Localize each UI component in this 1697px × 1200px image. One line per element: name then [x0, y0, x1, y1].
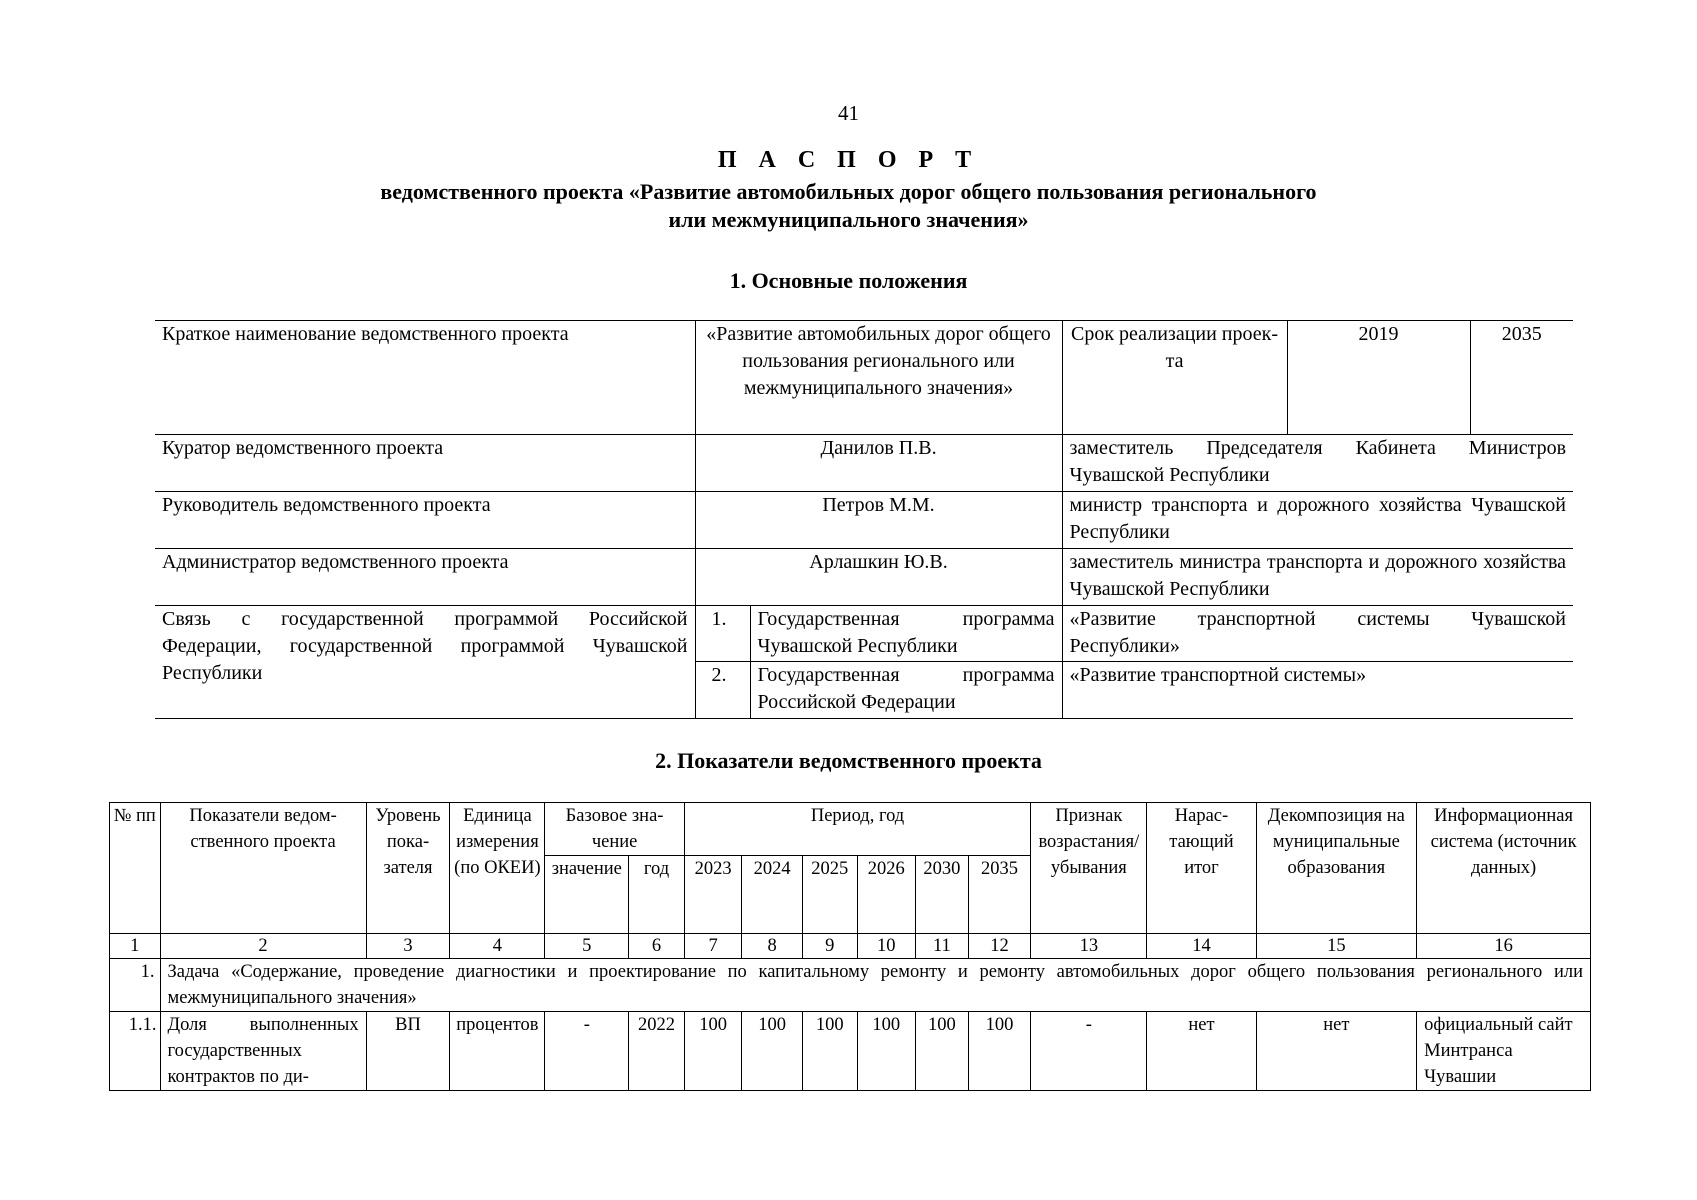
row-decomposition: нет [1256, 1012, 1417, 1091]
head-position: министр транспорта и дорожного хозяйства Чувашской Республики [1062, 492, 1573, 549]
column-number: 12 [968, 934, 1031, 959]
row-value: 100 [968, 1012, 1031, 1091]
column-number: 15 [1256, 934, 1417, 959]
column-number: 2 [160, 934, 366, 959]
curator-position: заместитель Председателя Кабинета Министров Чувашской Республики [1062, 435, 1573, 492]
column-number: 3 [366, 934, 450, 959]
document-subtitle [0, 178, 1697, 234]
head-label: Руководитель ведомственного проекта [155, 492, 695, 549]
header-year: 2030 [916, 856, 969, 934]
column-numbers-row [110, 934, 1591, 959]
header-base: Базовое значение [545, 803, 684, 856]
header-year: 2024 [742, 856, 803, 934]
page-number: 41 [838, 101, 859, 125]
header-trend: Признак возрастания/ убывания [1031, 803, 1147, 934]
header-level: Уровень показателя [366, 803, 450, 934]
curator-name: Данилов П.В. [695, 435, 1062, 492]
column-number: 5 [545, 934, 629, 959]
curator-label: Куратор ведомственного проекта [155, 435, 695, 492]
row-value: 100 [916, 1012, 969, 1091]
column-number: 14 [1147, 934, 1256, 959]
short-name-row [155, 321, 1573, 435]
header-num: № пп [110, 803, 161, 934]
row-indicator: Доля выполненных государственных контрактов по ди- [160, 1012, 366, 1091]
column-number: 9 [802, 934, 857, 959]
column-number: 4 [450, 934, 545, 959]
head-row [155, 492, 1573, 549]
header-year: 2026 [857, 856, 916, 934]
row-base-value: - [545, 1012, 629, 1091]
header-decomposition: Декомпозиция на муниципальные образования [1256, 803, 1417, 934]
section-2-heading: 2. Показатели ведомственного проекта [655, 748, 1042, 773]
row-value: 100 [802, 1012, 857, 1091]
header-base-value: значение [545, 856, 629, 934]
subtitle-line-1: ведомственного проекта «Развитие автомобильных дорог общего пользования регионального [380, 179, 1317, 204]
header-indicator: Показатели ведомственного проекта [160, 803, 366, 934]
row-value: 100 [742, 1012, 803, 1091]
term-end: 2035 [1470, 321, 1573, 435]
short-name-label: Краткое наименование ведомственного проекта [155, 321, 695, 435]
program-link-name: «Развитие транспортной системы Чувашской Республики» [1062, 606, 1573, 662]
head-name: Петров М.М. [695, 492, 1062, 549]
program-link-row-1 [155, 606, 1573, 662]
term-label: Срок реализации проекта [1062, 321, 1287, 435]
program-link-type: Государственная программа Российской Федерации [750, 662, 1062, 719]
header-info-system: Информационная система (источник данных) [1417, 803, 1591, 934]
program-link-label: Связь с государственной программой Российской Федерации, государственной программой Чувашской Республики [155, 606, 695, 719]
header-period: Период, год [684, 803, 1031, 856]
row-info-system: официальный сайт Минтранса Чувашии [1417, 1012, 1591, 1091]
task-num: 1. [110, 959, 161, 1012]
task-row [110, 959, 1591, 1012]
task-text: Задача «Содержание, проведение диагностики и проектирование по капитальному ремонту и ремонту автомобильных дорог общего пользования регионального или межмуниципального значения» [160, 959, 1591, 1012]
header-year: 2035 [968, 856, 1031, 934]
header-cumulative: Нарастающий итог [1147, 803, 1256, 934]
column-number: 11 [916, 934, 969, 959]
program-link-type: Государственная программа Чувашской Республики [750, 606, 1062, 662]
main-provisions-table [155, 320, 1573, 719]
program-link-num: 2. [695, 662, 750, 719]
row-value: 100 [684, 1012, 742, 1091]
row-num: 1.1. [110, 1012, 161, 1091]
header-year: 2025 [802, 856, 857, 934]
admin-name: Арлашкин Ю.В. [695, 549, 1062, 606]
term-start: 2019 [1287, 321, 1470, 435]
header-year: 2023 [684, 856, 742, 934]
column-number: 16 [1417, 934, 1591, 959]
row-unit: процентов [450, 1012, 545, 1091]
header-unit: Единица измерения (по ОКЕИ) [450, 803, 545, 934]
column-number: 8 [742, 934, 803, 959]
curator-row [155, 435, 1573, 492]
program-link-num: 1. [695, 606, 750, 662]
column-number: 13 [1031, 934, 1147, 959]
admin-row [155, 549, 1573, 606]
table-row [110, 1012, 1591, 1091]
admin-position: заместитель министра транспорта и дорожного хозяйства Чувашской Республики [1062, 549, 1573, 606]
column-number: 10 [857, 934, 916, 959]
row-trend: - [1031, 1012, 1147, 1091]
document-title: П А С П О Р Т [717, 147, 980, 173]
subtitle-line-2: или межмуниципального значения» [668, 207, 1029, 232]
column-number: 7 [684, 934, 742, 959]
short-name-value: «Развитие автомобильных дорог общего пользования регионального или межмуниципального значения» [695, 321, 1062, 435]
row-cumulative: нет [1147, 1012, 1256, 1091]
admin-label: Администратор ведомственного проекта [155, 549, 695, 606]
column-number: 1 [110, 934, 161, 959]
column-number: 6 [629, 934, 685, 959]
row-level: ВП [366, 1012, 450, 1091]
row-value: 100 [857, 1012, 916, 1091]
header-base-year: год [629, 856, 685, 934]
row-base-year: 2022 [629, 1012, 685, 1091]
section-1-heading: 1. Основные положения [729, 268, 968, 293]
program-link-name: «Развитие транспортной системы» [1062, 662, 1573, 719]
header-row-1 [110, 803, 1591, 856]
indicators-table [109, 802, 1591, 1091]
